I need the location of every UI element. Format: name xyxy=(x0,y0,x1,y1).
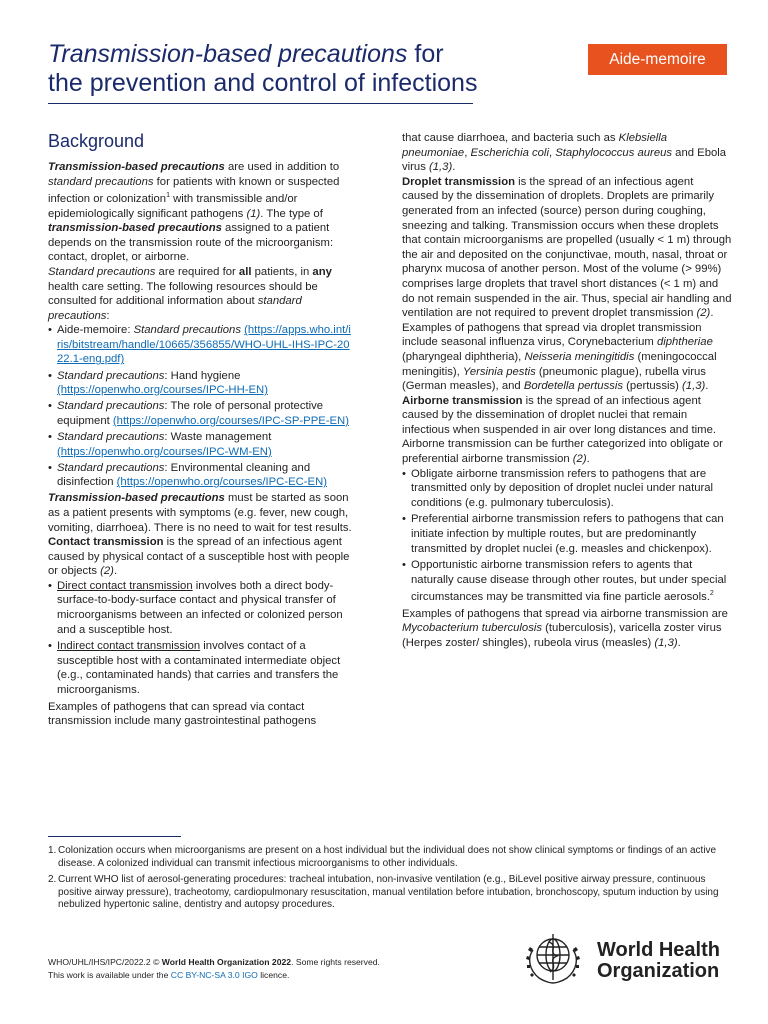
contact-examples-continued: that cause diarrhoea, and bacteria such as Klebsiella pneumoniae, Escherichia coli, Staphylococcus aureus and Ebola virus (1,3). xyxy=(402,132,727,174)
title-divider xyxy=(48,103,473,104)
footnote-divider xyxy=(48,836,181,837)
list-item: • Obligate airborne transmission refers to pathogens that are transmitted only by deposition of droplet nuclei under natural conditions (e.g. pulmonary tuberculosis). xyxy=(402,467,732,511)
list-item: • Aide-memoire: Standard precautions (https://apps.who.int/iris/bitstream/handle/10665/356855/WHO-UHL-IHS-IPC-2022.1-eng.pdf) xyxy=(48,323,353,367)
airborne-examples-paragraph: Examples of pathogens that spread via airborne transmission are Mycobacterium tuberculosis (tuberculosis), varicella zoster virus (Herpes zoster/ shingles), rubeola virus (measles) (1,3). xyxy=(402,607,728,649)
who-emblem-icon xyxy=(521,928,585,990)
contact-types-list xyxy=(48,579,353,698)
list-item: • Standard precautions: Environmental cleaning and disinfection (https://openwho.org/courses/IPC-EC-EN) xyxy=(48,461,353,490)
droplet-transmission-paragraph: Droplet transmission is the spread of an infectious agent caused by the dissemination of droplets. Droplets are primarily generated from an infected (source) person during coughing, sneezing and talking. Transmission occurs when these droplets that contain microorganisms are propelled (usually < 1 m) through the air and deposited on the conjunctivae, mouth, nasal, throat or pharynx mucosa of another person. Most of the volume (> 99%) comprises large droplets that travel short distances (< 1 m) and do not remain suspended in the air. Thus, special air handling and ventilation are not required to prevent droplet transmission (2). xyxy=(402,175,732,320)
who-logo xyxy=(521,928,721,990)
intro-paragraph: Transmission-based precautions are used in addition to standard precautions for patients with known or suspected infection or colonization$^1$ with transmissible and/or epidemiologically significant pathogens (1). The type of transmission-based precautions assigned to a patient depends on the transmission route of the microorganism: contact, droplet, or airborne. xyxy=(48,161,340,264)
droplet-examples-paragraph: Examples of pathogens that spread via droplet transmission include seasonal influenza virus, Corynebacterium diphtheriae (pharyngeal diphtheria), Neisseria meningitidis (meningococcal meningitis), Yersinia pestis (pneumonic plague), rubella virus (German measles), and Bordetella pertussis (pertussis) (1,3). xyxy=(402,321,717,393)
who-wordmark: World Health Organization xyxy=(597,939,720,982)
resource-link[interactable]: (https://openwho.org/courses/IPC-SP-PPE-EN) xyxy=(112,414,349,427)
title-line2: the prevention and control of infections xyxy=(48,69,478,97)
list-item: • Standard precautions: The role of personal protective equipment (https://openwho.org/courses/IPC-SP-PPE-EN) xyxy=(48,399,353,428)
title-rest: for xyxy=(407,40,444,68)
list-item: • Standard precautions: Hand hygiene (https://openwho.org/courses/IPC-HH-EN) xyxy=(48,369,353,398)
contact-examples-paragraph: Examples of pathogens that can spread via contact transmission include many gastrointestinal pathogens xyxy=(48,700,317,728)
list-item: • Indirect contact transmission involves contact of a susceptible host with a contaminated intermediate object (e.g., contaminated hands) that carries and transfers the microorganisms. xyxy=(48,639,353,697)
resource-link[interactable]: (https://openwho.org/courses/IPC-EC-EN) xyxy=(116,476,327,489)
airborne-transmission-paragraph: Airborne transmission is the spread of an infectious agent caused by the dissemination of droplet nuclei that remain infectious when suspended in air over long distances and time. Airborne transmission can be further categorized into obligate or preferential airborne transmission (2). xyxy=(402,394,723,466)
list-item: • Preferential airborne transmission refers to pathogens that can initiate infection by multiple routes, but are predominantly transmitted by droplet nuclei (e.g. measles and chickenpox). xyxy=(402,512,732,556)
footnote-ref-1: 1 xyxy=(166,192,170,200)
list-item: • Opportunistic airborne transmission refers to agents that naturally cause disease through other routes, but under special circumstances may be transmitted via fine particle aerosols.$^2$ xyxy=(402,558,732,605)
copyright-notice: WHO/UHL/IHS/IPC/2022.2 © World Health Organization 2022. Some rights reserved. This work is available under the CC BY-NC-SA 3.0 IGO licence. xyxy=(48,957,380,980)
page-title xyxy=(48,40,488,98)
footnote-1: 1. Colonization occurs when microorganisms are present on a host individual but the individual does not show clinical symptoms or findings of an active disease. A colonized individual can transmit infectious microorganisms to other individuals. xyxy=(48,845,717,869)
license-link[interactable]: CC BY-NC-SA 3.0 IGO xyxy=(170,970,258,980)
section-heading-background: Background xyxy=(48,131,145,151)
aide-memoire-badge: Aide-memoire xyxy=(588,44,727,75)
airborne-types-list xyxy=(402,467,732,605)
list-item: • Standard precautions: Waste management (https://openwho.org/courses/IPC-WM-EN) xyxy=(48,430,353,459)
resource-link[interactable]: (https://openwho.org/courses/IPC-WM-EN) xyxy=(57,445,272,458)
contact-transmission-paragraph: Contact transmission is the spread of an infectious agent caused by physical contact of a susceptible host with people or objects (2). xyxy=(48,536,350,578)
footnote-ref-2: 2 xyxy=(709,590,714,598)
title-italic: Transmission-based precautions xyxy=(48,40,408,68)
resource-link[interactable]: (https://openwho.org/courses/IPC-HH-EN) xyxy=(57,384,268,397)
standard-precautions-paragraph: Standard precautions are required for all patients, in any health care setting. The following resources should be consulted for additional information about standard precautions: xyxy=(48,265,332,322)
footnote-2: 2. Current WHO list of aerosol-generating procedures: tracheal intubation, non-invasive ventilation (e.g., BiLevel positive airway pressure, continuous positive airway pressure), tracheotomy, cardiopulmonary resuscitation, manual ventilation before intubation, bronchoscopy, sputum induction by using nebulized hypertonic saline, dentistry and autopsy procedures. xyxy=(48,874,719,911)
list-item: • Direct contact transmission involves both a direct body-surface-to-body-surface contact and physical transfer of microorganisms between an infected or colonized person and a susceptible host. xyxy=(48,579,353,637)
resource-list xyxy=(48,323,353,490)
left-column xyxy=(48,130,353,729)
resource-link[interactable]: (https://apps.who.int/iris/bitstream/handle/10665/356855/WHO-UHL-IHS-IPC-2022.1-eng.pdf) xyxy=(57,324,351,366)
footnotes xyxy=(48,845,738,916)
start-precautions-paragraph: Transmission-based precautions must be started as soon as a patient presents with symptoms (e.g. fever, new cough, vomiting, diarrhoea). There is no need to wait for test results. xyxy=(48,492,352,534)
right-column xyxy=(402,131,732,651)
